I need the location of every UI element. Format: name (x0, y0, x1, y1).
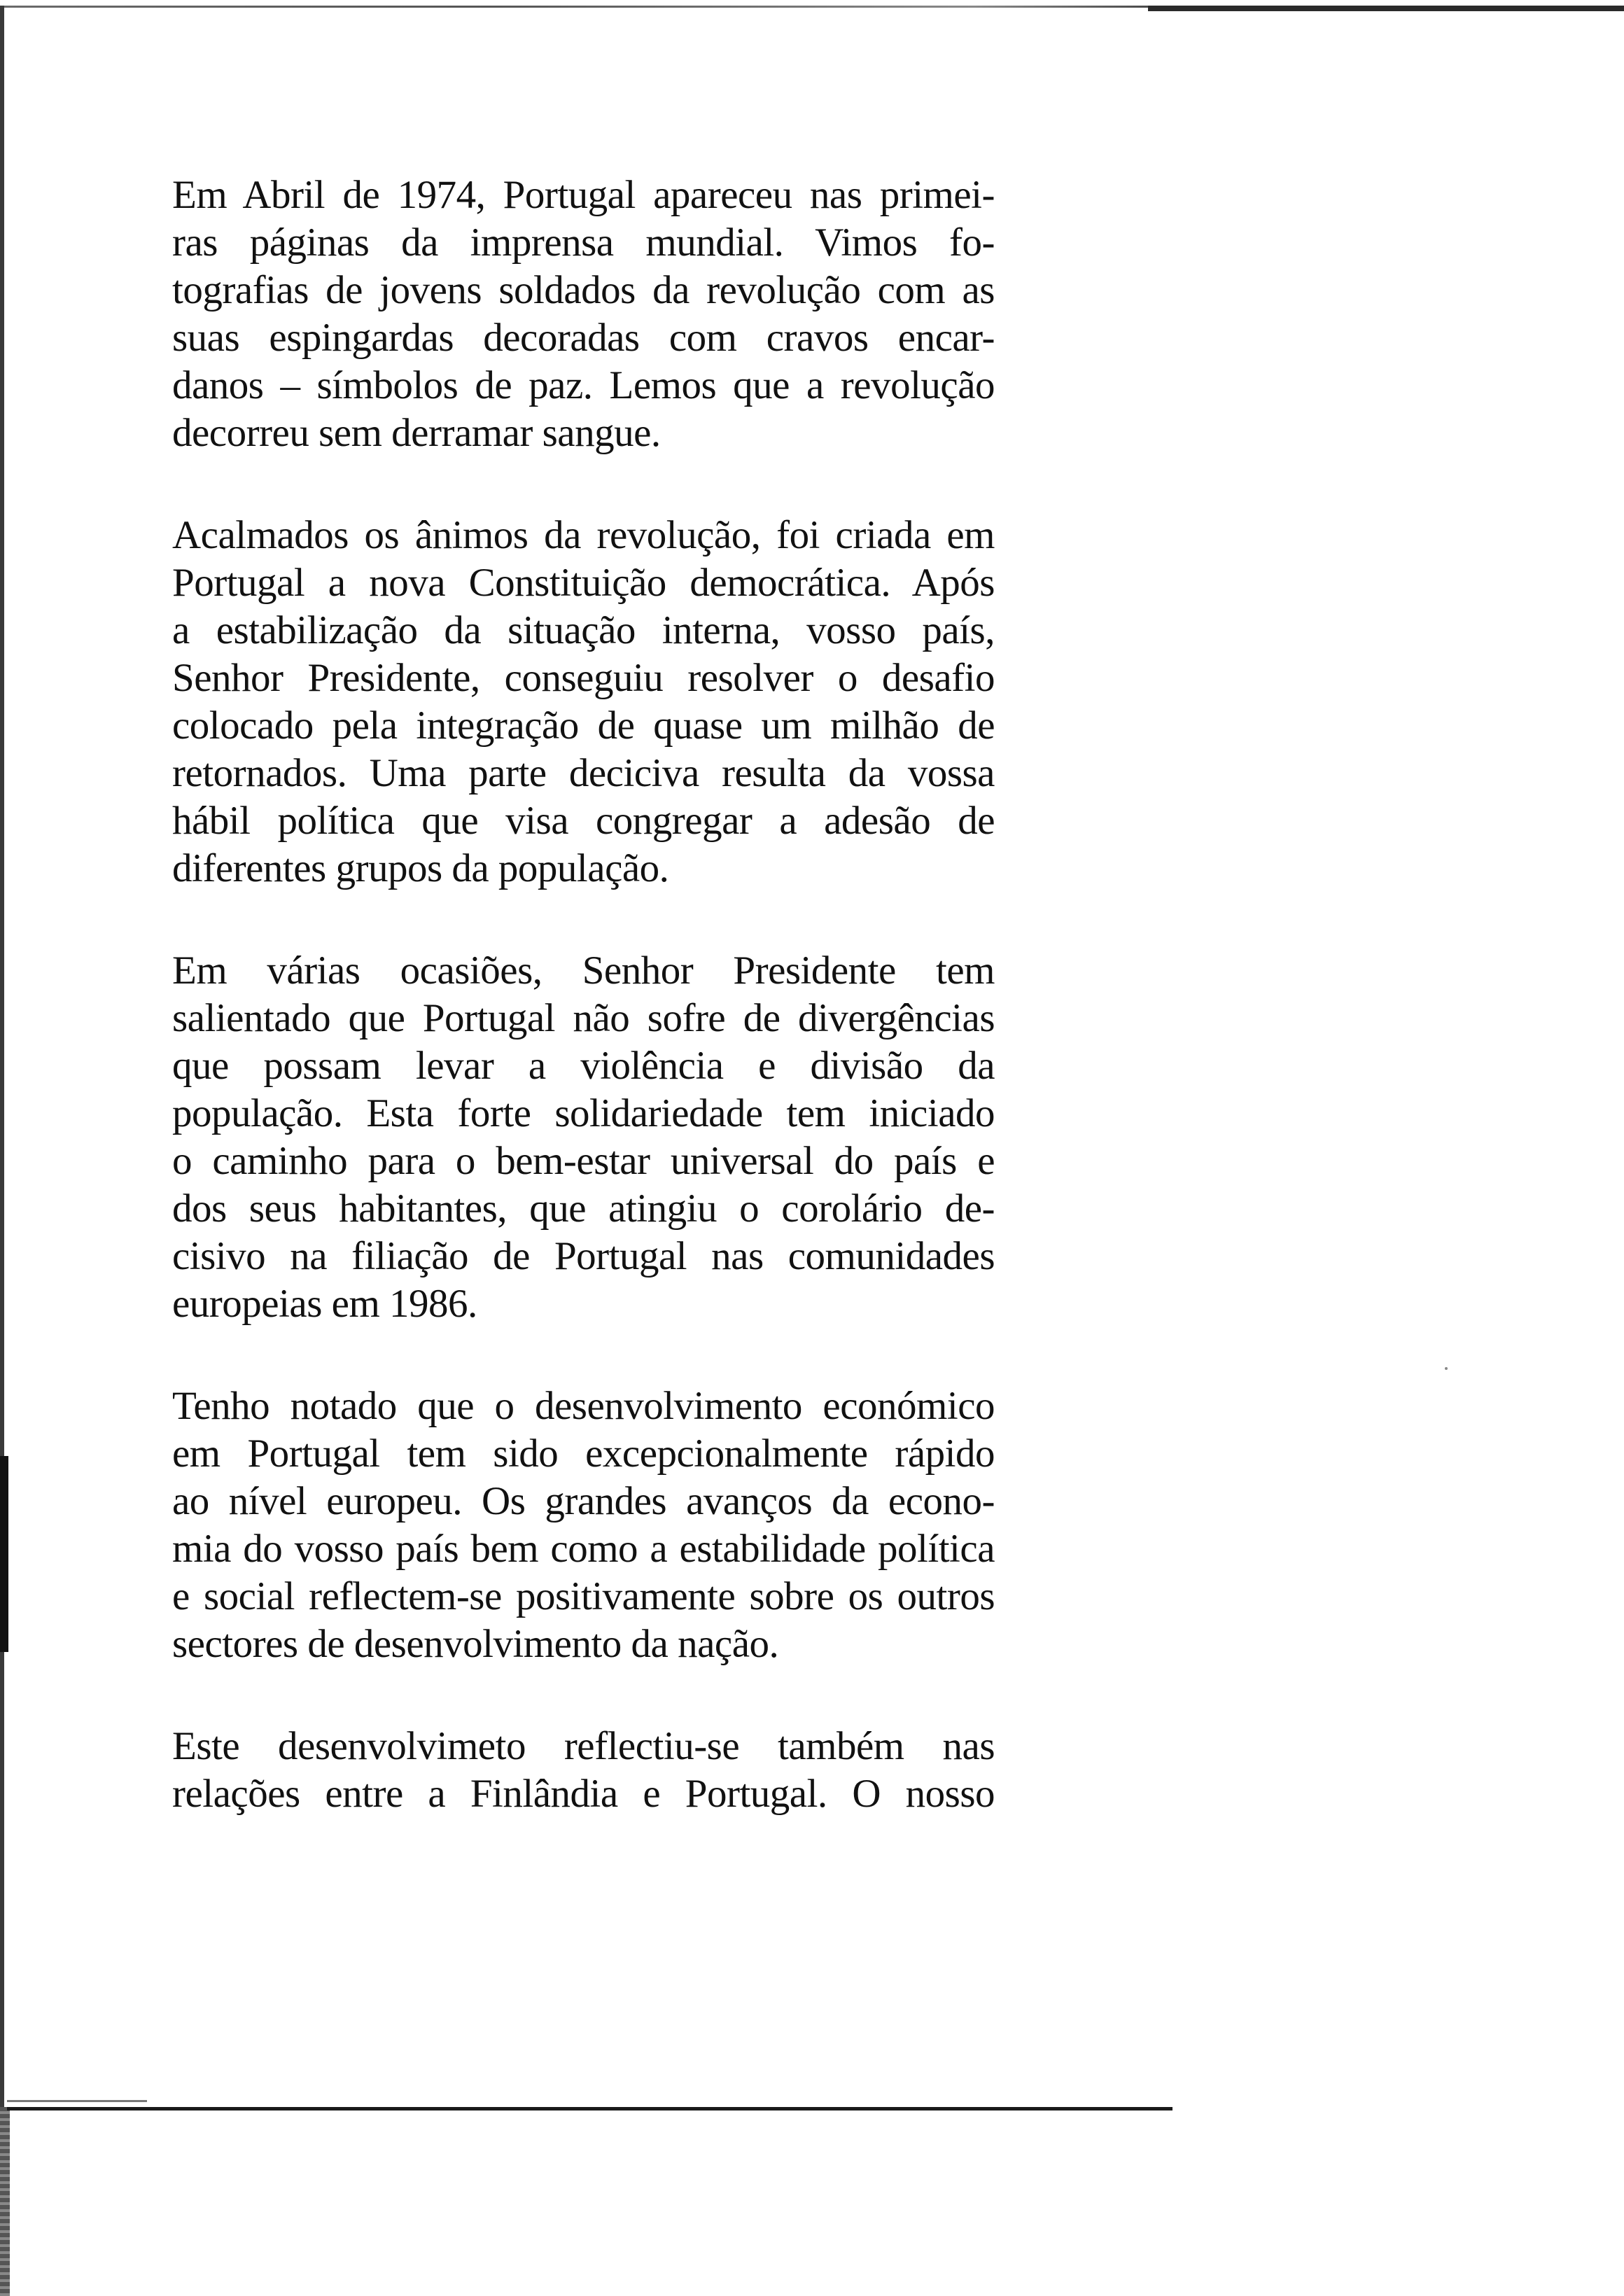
text-line: e social reflectem-se positivamente sobre os outros (172, 1574, 995, 1618)
paragraph-2 (172, 512, 995, 892)
text-line: ao nível europeu. Os grandes avanços da econo- (172, 1479, 995, 1523)
paragraph-1 (172, 172, 995, 457)
scan-edge-left-lower (0, 2107, 10, 2296)
text-line: relações entre a Finlândia e Portugal. O nosso (172, 1772, 995, 1816)
text-line: sectores de desenvolvimento da nação. (172, 1622, 779, 1666)
paragraph-3 (172, 947, 995, 1328)
scan-edge-left (0, 6, 4, 2296)
text-line: decorreu sem derramar sangue. (172, 411, 661, 455)
text-line: retornados. Uma parte deciciva resulta da vossa (172, 751, 995, 795)
text-line: colocado pela integração de quase um milhão de (172, 704, 995, 748)
text-line: suas espingardas decoradas com cravos encar- (172, 316, 995, 360)
bottom-rule-shadow (7, 2100, 147, 2102)
text-line: população. Esta forte solidariedade tem iniciado (172, 1091, 995, 1135)
scan-speck (1445, 1367, 1448, 1370)
body-text (172, 172, 995, 1872)
text-line: tografias de jovens soldados da revolução com as (172, 268, 995, 312)
text-line: mia do vosso país bem como a estabilidade política (172, 1527, 995, 1571)
text-line: Em Abril de 1974, Portugal apareceu nas primei- (172, 173, 995, 217)
paragraph-5 (172, 1723, 995, 1818)
text-line: dos seus habitantes, que atingiu o corolário de- (172, 1186, 995, 1231)
text-line: salientado que Portugal não sofre de divergências (172, 996, 995, 1040)
text-line: que possam levar a violência e divisão da (172, 1044, 995, 1088)
scan-edge-left-dark (0, 1456, 8, 1652)
paragraph-4 (172, 1382, 995, 1668)
text-line: Senhor Presidente, conseguiu resolver o desafio (172, 656, 995, 700)
text-line: a estabilização da situação interna, vosso país, (172, 608, 995, 652)
text-line: em Portugal tem sido excepcionalmente rápido (172, 1432, 995, 1476)
text-line: ras páginas da imprensa mundial. Vimos fo- (172, 220, 995, 265)
text-line: diferentes grupos da população. (172, 846, 669, 890)
text-line: Portugal a nova Constituição democrática. Após (172, 561, 995, 605)
text-line: cisivo na filiação de Portugal nas comunidades (172, 1234, 995, 1278)
text-line: europeias em 1986. (172, 1282, 477, 1326)
text-line: o caminho para o bem-estar universal do país e (172, 1139, 995, 1183)
scan-edge-top-dark (1148, 6, 1624, 11)
text-line: Em várias ocasiões, Senhor Presidente tem (172, 948, 995, 993)
text-line: Tenho notado que o desenvolvimento económico (172, 1384, 995, 1428)
text-line: danos – símbolos de paz. Lemos que a revolução (172, 363, 995, 407)
text-line: Este desenvolvimeto reflectiu-se também nas (172, 1724, 995, 1768)
text-line: hábil política que visa congregar a adesão de (172, 799, 995, 843)
text-line: Acalmados os ânimos da revolução, foi criada em (172, 513, 995, 557)
bottom-rule (7, 2107, 1172, 2110)
